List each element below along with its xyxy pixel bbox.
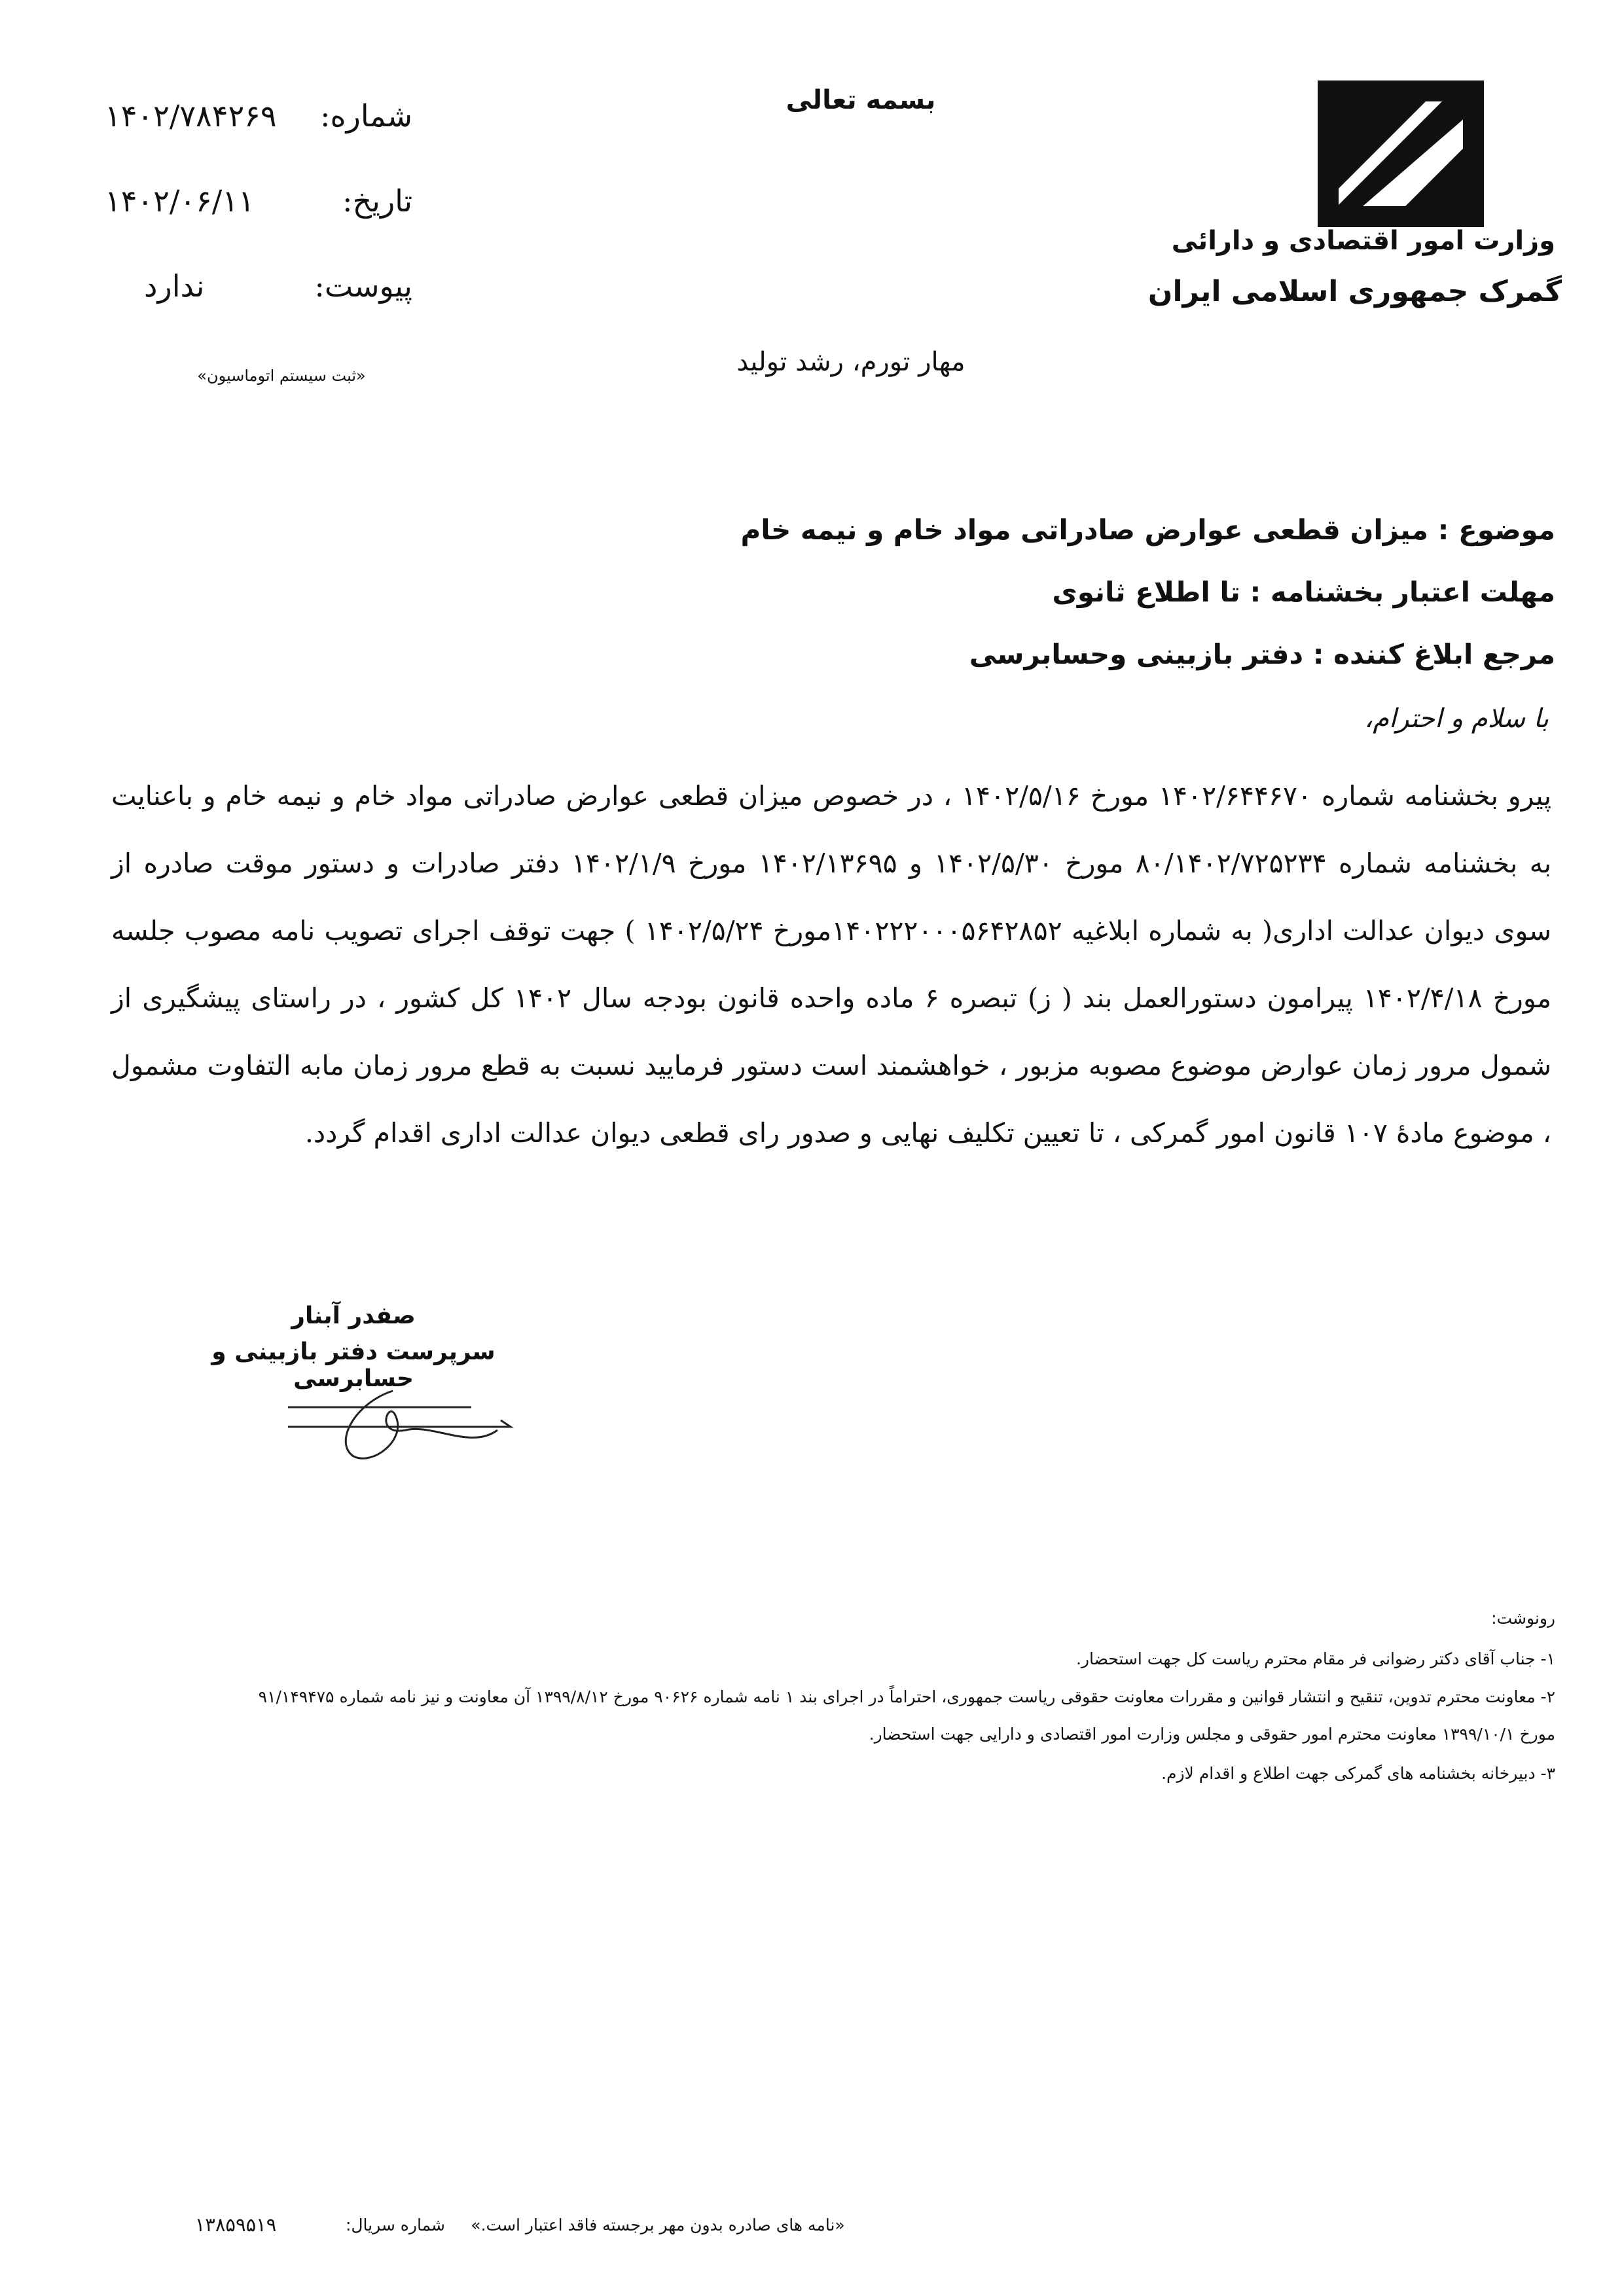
issuer-line: مرجع ابلاغ کننده : دفتر بازبینی وحسابرسی — [969, 638, 1555, 670]
copies-title: رونوشت: — [1491, 1609, 1555, 1628]
year-slogan: مهار تورم، رشد تولید — [736, 347, 965, 377]
ministry-name: وزارت امور اقتصادی و دارائی — [1171, 226, 1555, 256]
letter-date-row — [105, 183, 412, 229]
attachment-label: پیوست: — [314, 268, 412, 304]
copy-item: مورخ ۱۳۹۹/۱۰/۱ معاونت محترم امور حقوقی و مجلس وزارت امور اقتصادی و دارایی جهت استحضار. — [869, 1725, 1555, 1744]
serial-number: ۱۳۸۵۹۵۱۹ — [194, 2214, 277, 2236]
copy-item: ۳- دبیرخانه بخشنامه های گمرکی جهت اطلاع و اقدام لازم. — [1161, 1764, 1555, 1783]
serial-label: شماره سریال: — [345, 2215, 445, 2234]
salutation: با سلام و احترام، — [1364, 704, 1549, 734]
footer-validity-note: «نامه های صادره بدون مهر برجسته فاقد اعتبار است.» — [471, 2215, 845, 2234]
letter-number-value: ۱۴۰۲/۷۸۴۲۶۹ — [105, 98, 277, 134]
customs-logo — [1312, 75, 1489, 232]
attachment-row — [105, 268, 412, 314]
copy-item: ۲- معاونت محترم تدوین، تنقیح و انتشار قوانین و مقررات معاونت حقوقی ریاست جمهوری، احتراماً در اجرای بند ۱ نامه شماره ۹۰۶۲۶ مورخ ۱۳۹۹/۸/۱۲ آن معاونت و نیز نامه شماره ۹۱/۱۴۹۴۷۵ — [258, 1687, 1555, 1706]
attachment-value: ندارد — [144, 268, 205, 304]
subject-line: موضوع : میزان قطعی عوارض صادراتی مواد خام و نیمه خام — [740, 514, 1555, 546]
letter-date-label: تاریخ: — [342, 183, 412, 219]
validity-line: مهلت اعتبار بخشنامه : تا اطلاع ثانوی — [1052, 576, 1555, 608]
signer-title: سرپرست دفتر بازبینی و حسابرسی — [211, 1338, 496, 1392]
handwritten-signature — [275, 1378, 537, 1466]
letter-body: پیرو بخشنامه شماره ۱۴۰۲/۶۴۴۶۷۰ مورخ ۱۴۰۲/۵/۱۶ ، در خصوص میزان قطعی عوارض صادراتی مواد خام و نیمه خام و باعنایت به بخشنامه شماره ۸۰/۱۴۰۲/۷۲۵۲۳۴ مورخ ۱۴۰۲/۵/۳۰ و ۱۴۰۲/۱۳۶۹۵ مورخ ۱۴۰۲/۱/۹ دفتر صادرات و دستور موقت صادره از سوی دیوان عدالت اداری( به شماره ابلاغیه ۱۴۰۲۲۲۰۰۰۵۶۴۲۸۵۲مورخ ۱۴۰۲/۵/۲۴ ) جهت توقف اجرای تصویب نامه مصوب جلسه مورخ ۱۴۰۲/۴/۱۸ پیرامون دستورالعمل بند ( ز) تبصره ۶ ماده واحده قانون بودجه سال ۱۴۰۲ کل کشور ، در راستای پیشگیری از شمول مرور زمان عوارض موضوع مصوبه مزبور ، خواهشمند است دستور فرمایید نسبت به قطع مرور زمان مابه التفاوت مشمول ، موضوع مادهٔ ۱۰۷ قانون امور گمرکی ، تا تعیین تکلیف نهایی و صدور رای قطعی دیوان عدالت اداری اقدام گردد. — [111, 780, 1551, 1149]
automation-note: «ثبت سیستم اتوماسیون» — [197, 367, 366, 385]
letter-number-row — [105, 98, 412, 144]
letter-number-label: شماره: — [320, 98, 412, 134]
letter-date-value: ۱۴۰۲/۰۶/۱۱ — [105, 183, 255, 219]
customs-name: گمرک جمهوری اسلامی ایران — [1147, 275, 1562, 308]
signer-name: صفدر آبنار — [291, 1302, 416, 1329]
bismillah-heading: بسمه تعالی — [785, 85, 936, 115]
copy-item: ۱- جناب آقای دکتر رضوانی فر مقام محترم ریاست کل جهت استحضار. — [1075, 1649, 1555, 1668]
